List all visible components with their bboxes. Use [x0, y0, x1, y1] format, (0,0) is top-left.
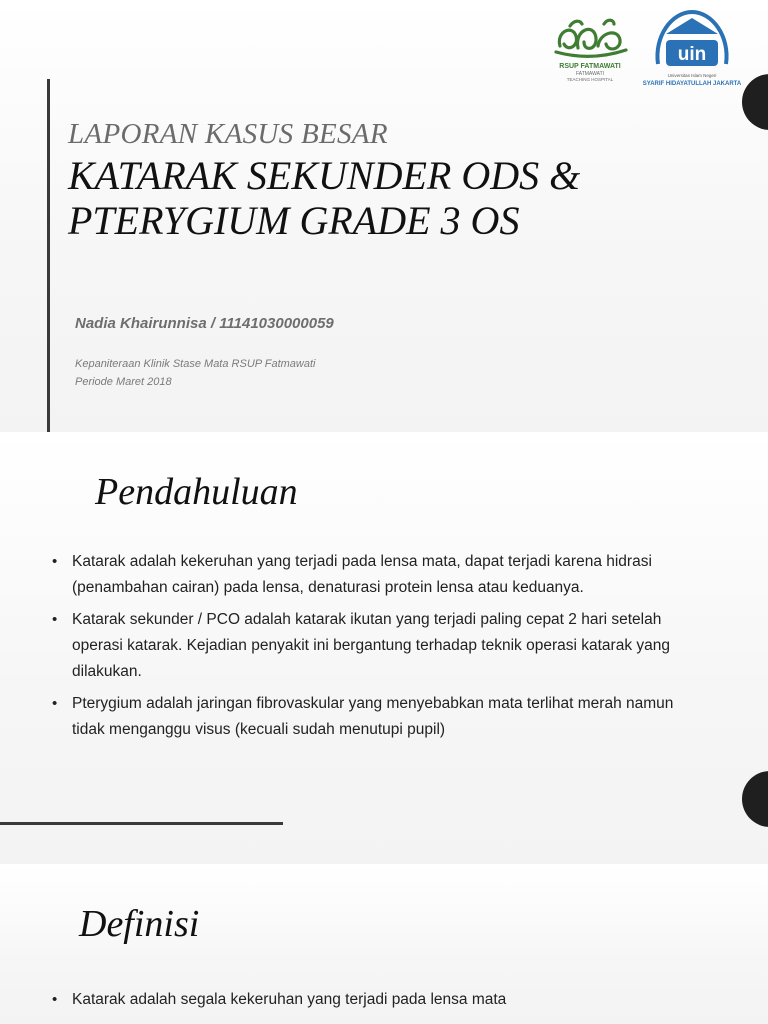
title-slide [0, 0, 768, 432]
bullet-text: Pterygium adalah jaringan fibrovaskular yang menyebabkan mata terlihat merah namun tidak menganggu visus (kecuali sudah menutupi pupil) [72, 695, 674, 738]
pendahuluan-bullet-list [52, 549, 692, 749]
author-line: Nadia Khairunnisa / 11141030000059 [75, 315, 334, 332]
list-item [52, 549, 692, 601]
uin-logo [636, 6, 748, 90]
list-item [52, 607, 692, 685]
uin-logo-line2: SYARIF HIDAYATULLAH JAKARTA [642, 81, 742, 87]
decorative-circle [742, 771, 768, 827]
definisi-slide [0, 866, 768, 1024]
list-item [52, 987, 692, 1013]
bullet-icon: • [52, 695, 58, 712]
horizontal-accent-rule [0, 822, 283, 825]
bullet-text: Katarak adalah kekeruhan yang terjadi pada lensa mata, dapat terjadi karena hidrasi (penambahan cairan) pada lensa, denaturasi protein lensa atau keduanya. [72, 553, 652, 596]
bullet-icon: • [52, 553, 58, 570]
bullet-icon: • [52, 991, 58, 1008]
bullet-text: Katarak adalah segala kekeruhan yang terjadi pada lensa mata [72, 991, 507, 1008]
definisi-bullet-list [52, 987, 692, 1019]
vertical-accent-rule [47, 79, 50, 432]
section-heading-pendahuluan: Pendahuluan [95, 471, 298, 513]
fatmawati-logo-name: RSUP FATMAWATI [559, 63, 621, 70]
report-type-subtitle: LAPORAN KASUS BESAR [68, 118, 388, 150]
bullet-text: Katarak sekunder / PCO adalah katarak ikutan yang terjadi paling cepat 2 hari setelah operasi katarak. Kejadian penyakit ini bergantung terhadap teknik operasi katarak yang dilakukan. [72, 611, 670, 680]
uin-logo-line1: Universitas Islam Negeri [667, 73, 717, 78]
title-line-1: KATARAK SEKUNDER ODS & [68, 153, 581, 198]
rsup-fatmawati-logo [548, 12, 632, 84]
fatmawati-logo-tagline-2: TEACHING HOSPITAL [566, 77, 614, 82]
uin-logo-mark: uin [677, 44, 707, 65]
clerkship-info: Kepaniteraan Klinik Stase Mata RSUP Fatmawati [75, 358, 316, 370]
bullet-icon: • [52, 611, 58, 628]
page-title [68, 153, 708, 243]
title-line-2: PTERYGIUM GRADE 3 OS [68, 198, 520, 243]
list-item [52, 691, 692, 743]
pendahuluan-slide [0, 434, 768, 864]
section-heading-definisi: Definisi [79, 903, 200, 945]
period-info: Periode Maret 2018 [75, 376, 172, 388]
fatmawati-logo-tagline: FATMAWATI [575, 71, 605, 77]
